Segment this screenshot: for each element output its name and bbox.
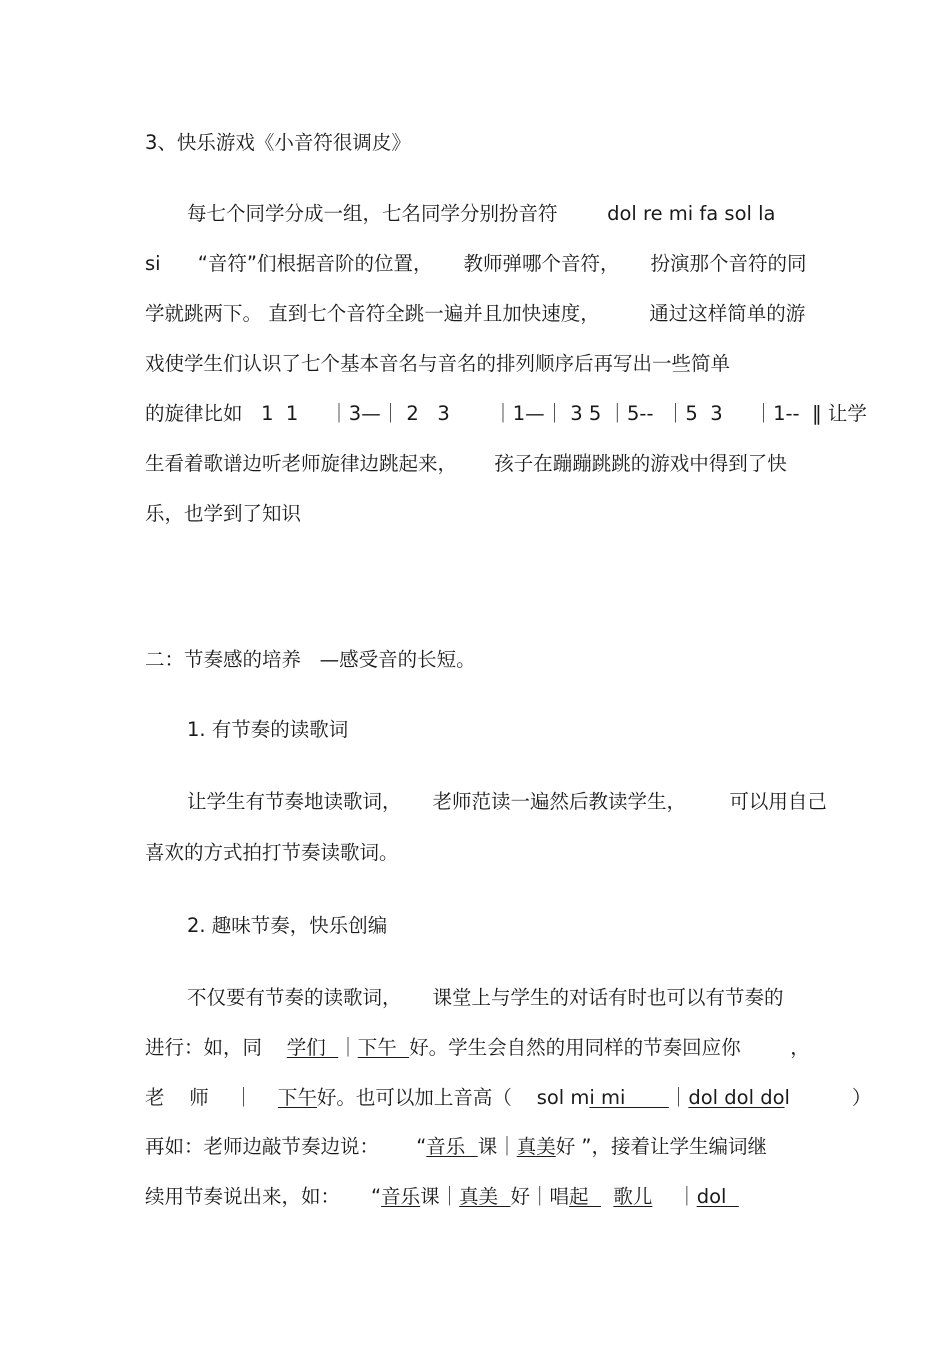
text-segment: 进行：如，同 [145, 1036, 287, 1059]
text-segment: ｜ [652, 1185, 697, 1208]
text-segment: 课｜ [420, 1185, 460, 1208]
underlined-segment: 学们 [286, 1036, 339, 1059]
underlined-segment: i mi [589, 1086, 669, 1109]
paragraph-line: 戏使学生们认识了七个基本音名与音名的排列顺序后再写出一些简单 [145, 352, 731, 375]
section-2-heading: 二：节奏感的培养 —感受音的长短。 [145, 648, 476, 671]
underlined-segment: 音乐 [426, 1135, 478, 1158]
paragraph-line: 不仅要有节奏的读歌词， 课堂上与学生的对话有时也可以有节奏的 [187, 986, 784, 1009]
text-segment: l ） [784, 1086, 872, 1109]
rhythm-line [145, 1184, 739, 1210]
text-segment: ｜ [668, 1086, 689, 1109]
underlined-segment: dol dol do [688, 1086, 785, 1109]
underlined-segment: 起 [569, 1185, 601, 1208]
text-segment: 老 师 ｜ [145, 1086, 278, 1109]
text-segment [601, 1185, 613, 1208]
paragraph-line: 学就跳两下。 直到七个音符全跳一遍并且加快速度， 通过这样简单的游 [145, 302, 806, 325]
text-segment: 续用节奏说出来，如： “ [145, 1185, 382, 1208]
text-segment: 课｜ [477, 1135, 517, 1158]
underlined-segment: 音乐 [381, 1185, 421, 1208]
section-3-heading: 3、快乐游戏《小音符很调皮》 [145, 131, 411, 154]
underlined-segment: 下午 [357, 1036, 410, 1059]
paragraph-line: 喜欢的方式拍打节奏读歌词。 [145, 841, 399, 864]
underlined-segment: 真美 [516, 1135, 556, 1158]
text-segment: 好｜唱 [510, 1185, 570, 1208]
underlined-segment: dol [696, 1185, 739, 1208]
rhythm-line [145, 1085, 871, 1111]
item-1-heading: 1. 有节奏的读歌词 [187, 718, 349, 741]
paragraph-line: 生看着歌谱边听老师旋律边跳起来， 孩子在蹦蹦跳跳的游戏中得到了快 [145, 452, 787, 475]
paragraph-line: 乐，也学到了知识 [145, 502, 302, 525]
paragraph-line: si “音符”们根据音阶的位置， 教师弹哪个音符， 扮演那个音符的同 [145, 252, 807, 275]
underlined-segment: 歌儿 [613, 1185, 653, 1208]
text-segment: 好。学生会自然的用同样的节奏回应你 ， [409, 1036, 810, 1059]
text-segment: 好。也可以加上音高（ sol m [316, 1086, 590, 1109]
text-segment: 再如：老师边敲节奏边说： “ [145, 1135, 427, 1158]
underlined-segment: 真美 [459, 1185, 511, 1208]
paragraph-line: 让学生有节奏地读歌词， 老师范读一遍然后教读学生， 可以用自己 [187, 790, 827, 813]
rhythm-line [145, 1134, 767, 1160]
paragraph-line: 每七个同学分成一组，七名同学分别扮音符 dol re mi fa sol la [187, 202, 776, 225]
text-segment: 好 ”，接着让学生编词继 [555, 1135, 768, 1158]
melody-line: 的旋律比如 1 1 ｜3—｜ 2 3 ｜1—｜ 3 5 ｜5-- ｜5 3 ｜1-- ‖ 让学 [145, 402, 867, 425]
rhythm-line [145, 1035, 810, 1061]
text-segment: ｜ [338, 1036, 358, 1059]
item-2-heading: 2. 趣味节奏，快乐创编 [187, 914, 388, 937]
underlined-segment: 下午 [277, 1086, 317, 1109]
